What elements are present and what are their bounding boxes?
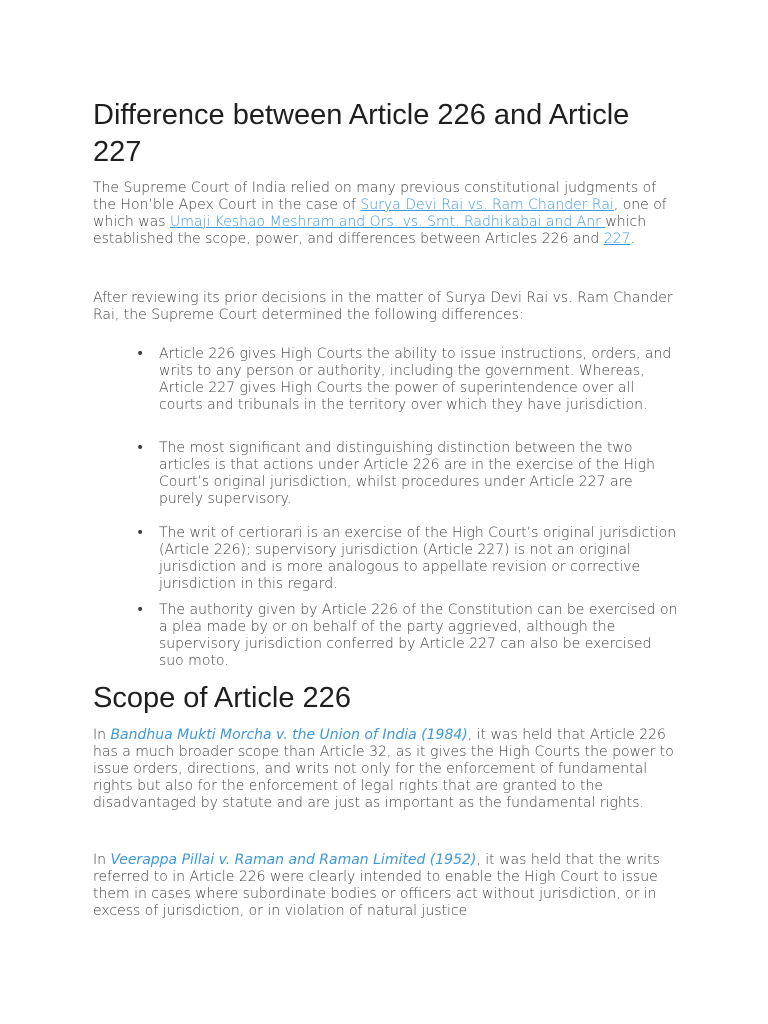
bandhua-text-1: In (93, 727, 111, 743)
bandhua-text-2: , it was held that Article 226 has a much broader scope than Article 32, as it gives the High Courts the power to issue orders, directions, and writs not only for the enforcement of fundamental rights but also for the enforcement of legal rights that are granted to the disadvantaged by statute and are just as important as the fundamental rights. (93, 727, 674, 811)
intro-text-1: The Supreme Court of India relied on many previous constitutional judgments of the Hon’ble Apex Court in the case of (93, 180, 657, 213)
surya-devi-rai-link[interactable]: Surya Devi Rai vs. Ram Chander Rai (360, 197, 614, 213)
bullet-dot: • (136, 346, 145, 362)
list-item-text: Article 226 gives High Courts the ability to issue instructions, orders, and writs to any person or authority, including the government. Whereas, Article 227 gives High Courts the power of superintendence over all courts and tribunals in the territory over which they have jurisdiction. (159, 346, 672, 413)
bandhua-mukti-morcha-link[interactable]: Bandhua Mukti Morcha v. the Union of India (1984) (110, 727, 468, 743)
section-heading-scope: Scope of Article 226 (93, 682, 351, 714)
veerappa-paragraph (93, 852, 678, 920)
list-item-text: The most significant and distinguishing distinction between the two articles is that actions under Article 226 are in the exercise of the High Court’s original jurisdiction, whilst procedures under Article 227 are purely supervisory. (159, 440, 656, 507)
bullet-dot: • (136, 602, 145, 618)
page-title: Difference between Article 226 and Article 227 (93, 99, 630, 168)
veerappa-text-2: , it was held that the writs referred to in Article 226 were clearly intended to enable the High Court to issue them in cases where subordinate bodies or officers act without jurisdiction, or in excess of jurisdiction, or in violation of natural justice (93, 852, 660, 919)
veerappa-pillai-link[interactable]: Veerappa Pillai v. Raman and Raman Limited (1952) (110, 852, 477, 868)
intro-paragraph (93, 180, 678, 248)
bullet-dot: • (136, 525, 145, 541)
bullet-dot: • (136, 440, 145, 456)
umaji-keshao-meshram-link[interactable]: Umaji Keshao Meshram and Ors. vs. Smt. Radhikabai and Anr (170, 214, 606, 230)
intro-text-2: , one of which was (93, 197, 667, 230)
article-227-link[interactable]: 227 (603, 231, 631, 247)
review-paragraph: After reviewing its prior decisions in the matter of Surya Devi Rai vs. Ram Chander Rai, the Supreme Court determined the following differences: (93, 290, 673, 323)
list-item-text: The authority given by Article 226 of the Constitution can be exercised on a plea made by or on behalf of the party aggrieved, although the supervisory jurisdiction conferred by Article 227 can also be exercised suo moto. (159, 602, 678, 669)
intro-text-4: . (630, 231, 635, 247)
veerappa-text-1: In (93, 852, 111, 868)
list-item-text: The writ of certiorari is an exercise of the High Court’s original jurisdiction (Article 226); supervisory jurisdiction (Article 227) is not an original jurisdiction and is more analogous to appellate revision or corrective jurisdiction in this regard. (159, 525, 677, 592)
intro-text-3: which established the scope, power, and differences between Articles 226 and (93, 214, 647, 247)
bandhua-paragraph (93, 727, 678, 812)
